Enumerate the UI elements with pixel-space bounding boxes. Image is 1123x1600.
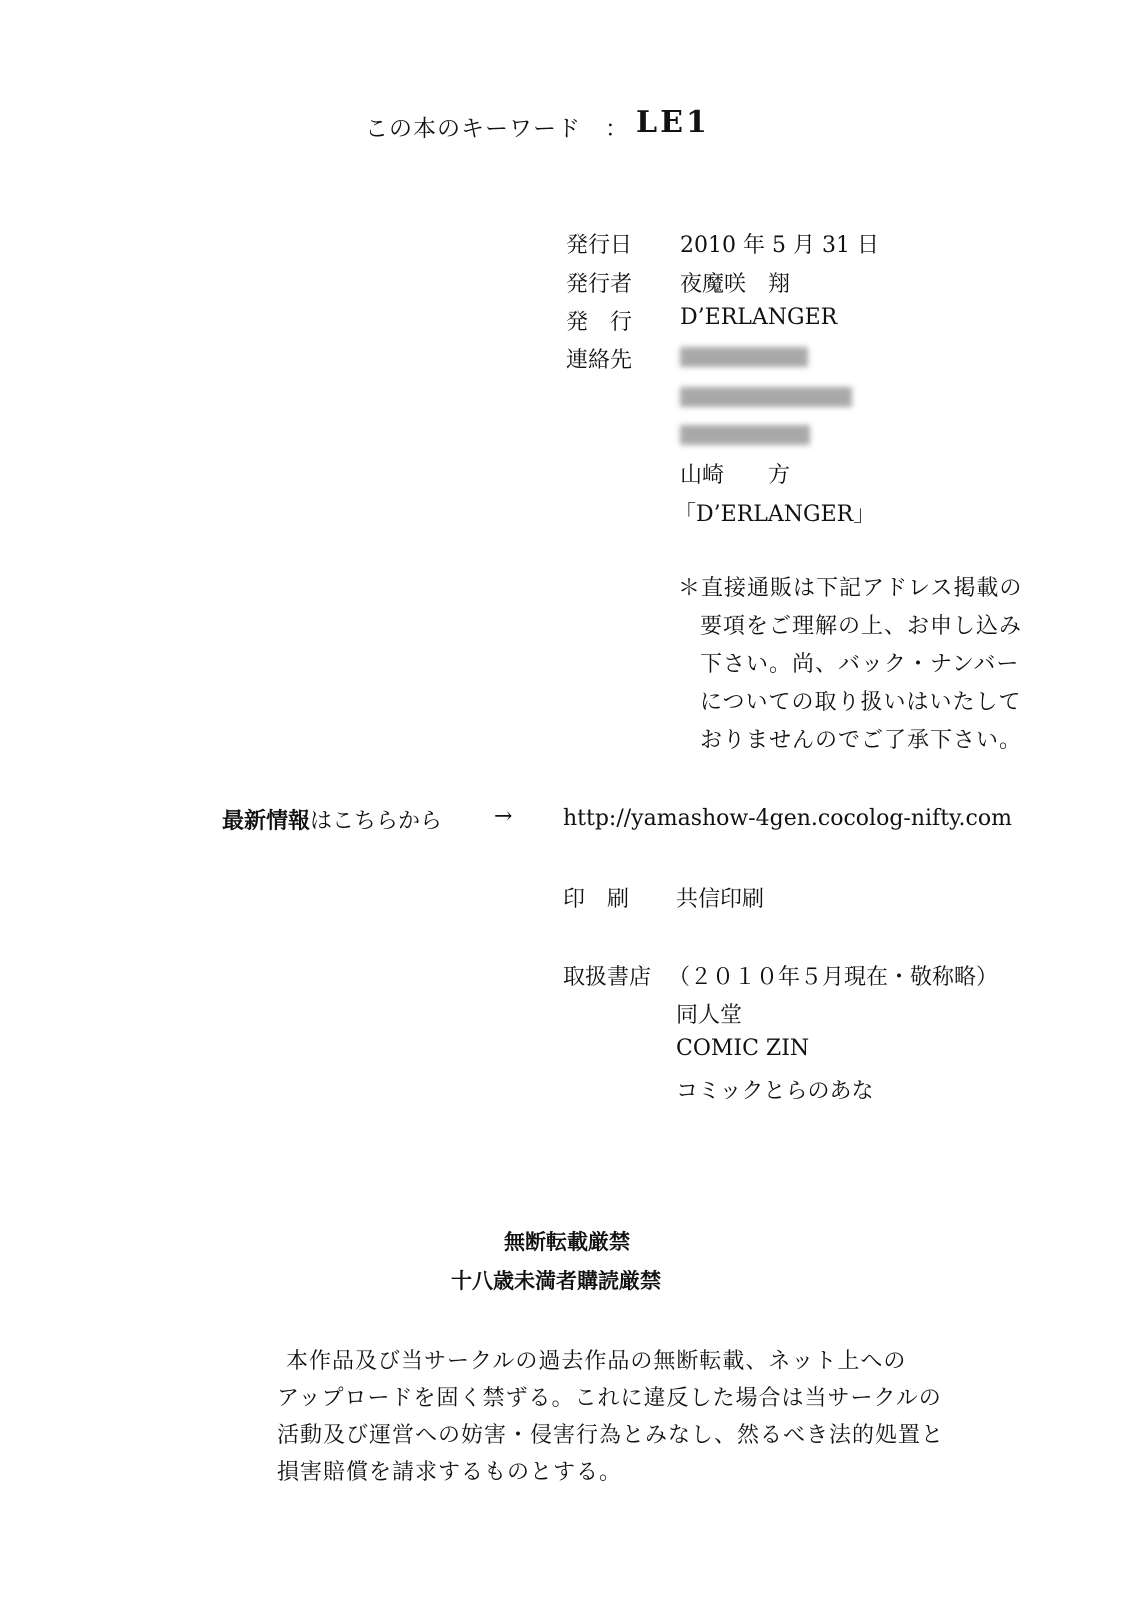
redacted-address-number [680,425,810,445]
keyword-value: LE1 [636,105,710,140]
issue-date-label: 発行日 [566,233,633,258]
publisher-value: 夜魔咲 翔 [680,272,791,297]
website-url[interactable]: http://yamashow-4gen.cocolog-nifty.com [563,806,1012,831]
note-line: 要項をご理解の上、お申し込み [700,614,1023,639]
paragraph-line: 本作品及び当サークルの過去作品の無断転載、ネット上への [286,1349,907,1374]
stores-note: （２０１０年５月現在・敬称略） [668,965,999,990]
arrow-icon: → [494,804,513,829]
redacted-postal-code [680,347,808,367]
contact-label: 連絡先 [566,348,633,373]
latest-info-bold: 最新情報 [222,808,311,834]
note-line: ＊直接通販は下記アドレス掲載の [678,576,1023,601]
redacted-address-line [680,387,852,407]
issuer-value: D’ERLANGER [680,305,838,330]
printing-value: 共信印刷 [676,887,765,912]
age-restriction-warning: 十八歳未満者購読厳禁 [451,1268,661,1293]
paragraph-line: 損害賠償を請求するものとする。 [277,1460,623,1485]
store-item: COMIC ZIN [676,1036,810,1061]
keyword-label: この本のキーワード ： [365,116,629,142]
contact-name: 山崎 方 [680,463,791,488]
note-line: おりませんのでご了承下さい。 [700,728,1023,753]
paragraph-line: 活動及び運営への妨害・侵害行為とみなし、然るべき法的処置と [277,1423,945,1448]
issuer-label: 発 行 [566,310,633,335]
printing-label: 印 刷 [563,887,630,912]
latest-info-rest: はこちらから [310,809,443,834]
note-line: 下さい。尚、バック・ナンバー [700,652,1020,677]
note-line: についての取り扱いはいたして [700,690,1022,715]
paragraph-line: アップロードを固く禁ずる。これに違反した場合は当サークルの [277,1386,942,1411]
no-reprint-warning: 無断転載厳禁 [504,1229,630,1254]
store-item: 同人堂 [676,1003,743,1028]
stores-label: 取扱書店 [563,965,652,990]
contact-circle: 「D’ERLANGER」 [674,502,876,527]
issue-date-value: 2010 年 5 月 31 日 [680,233,879,258]
store-item: コミックとらのあな [676,1079,874,1104]
latest-info-text [222,804,442,835]
publisher-label: 発行者 [566,272,633,297]
